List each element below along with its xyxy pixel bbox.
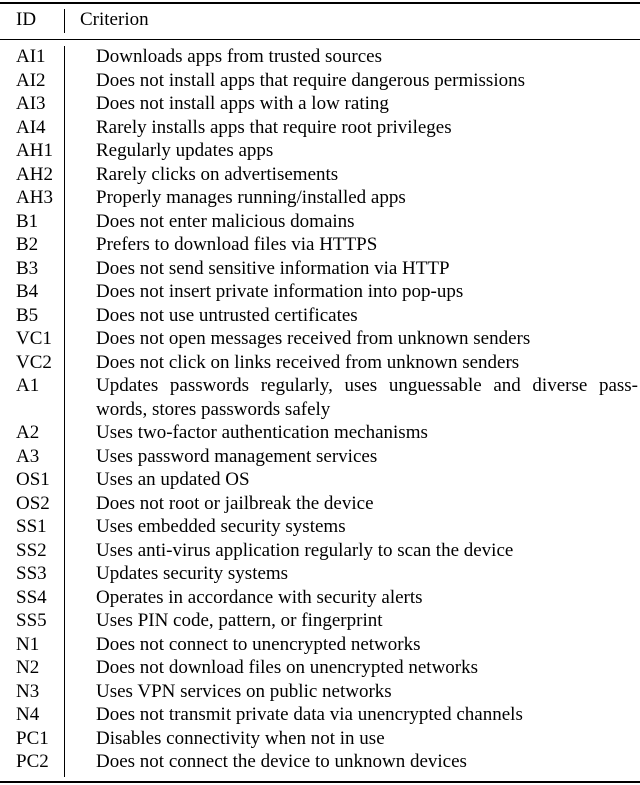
- row-criterion: Does not click on links received from unknown senders: [96, 351, 520, 373]
- row-id: A1: [16, 375, 40, 396]
- top-rule: [0, 2, 640, 4]
- row-id: B5: [16, 304, 39, 326]
- row-id: VC1: [16, 328, 52, 349]
- row-id: N1: [16, 633, 40, 655]
- table-row: [0, 562, 640, 586]
- row-criterion: Updates security systems: [96, 563, 289, 584]
- table-row: [0, 116, 640, 140]
- row-criterion: Does not transmit private data via unencrypted channels: [96, 704, 523, 725]
- row-criterion: Properly manages running/installed apps: [96, 187, 406, 208]
- table-row: [0, 680, 640, 704]
- row-id: B1: [16, 210, 39, 232]
- row-criterion: Uses embedded security systems: [96, 516, 346, 537]
- row-criterion: Regularly updates apps: [96, 140, 274, 161]
- row-id: A3: [16, 445, 40, 467]
- row-criterion: Updates passwords regularly, uses unguessable and diverse pass-words, stores passwords safely: [96, 375, 638, 420]
- table-row: [0, 445, 640, 469]
- header-column-divider: [64, 9, 65, 33]
- table-row: [0, 186, 640, 210]
- table-row: [0, 515, 640, 539]
- row-id: OS1: [16, 469, 50, 490]
- row-id: AI3: [16, 93, 46, 114]
- row-id: AI4: [16, 116, 46, 138]
- row-criterion: Rarely clicks on advertisements: [96, 163, 339, 185]
- table-row: [0, 45, 640, 69]
- table-row: [0, 727, 640, 751]
- row-criterion: Uses password management services: [96, 445, 378, 467]
- row-criterion: Downloads apps from trusted sources: [96, 46, 383, 67]
- table-row: [0, 374, 640, 421]
- table-row: [0, 633, 640, 657]
- row-id: SS2: [16, 539, 47, 561]
- row-criterion: Does not download files on unencrypted networks: [96, 657, 479, 678]
- row-id: OS2: [16, 492, 50, 514]
- table-row: [0, 351, 640, 375]
- row-id: PC1: [16, 727, 49, 749]
- row-criterion: Does not install apps that require dangerous permissions: [96, 69, 526, 91]
- table-row: [0, 139, 640, 163]
- row-criterion: Does not send sensitive information via HTTP: [96, 257, 450, 279]
- row-criterion: Disables connectivity when not in use: [96, 727, 385, 749]
- header-rule: [0, 39, 640, 40]
- row-criterion: Operates in accordance with security alerts: [96, 586, 423, 608]
- row-criterion: Does not open messages received from unknown senders: [96, 328, 531, 349]
- row-id: AH1: [16, 140, 53, 161]
- table-row: [0, 233, 640, 257]
- table-row: [0, 92, 640, 116]
- row-criterion: Rarely installs apps that require root privileges: [96, 116, 452, 138]
- row-id: SS5: [16, 610, 47, 631]
- row-id: AH2: [16, 163, 53, 185]
- header-id: ID: [16, 9, 37, 30]
- table-row: [0, 257, 640, 281]
- row-criterion: Does not enter malicious domains: [96, 210, 355, 232]
- row-criterion: Prefers to download files via HTTPS: [96, 234, 378, 255]
- row-id: SS4: [16, 586, 47, 608]
- row-criterion: Does not root or jailbreak the device: [96, 492, 374, 514]
- table-row: [0, 492, 640, 516]
- row-id: SS3: [16, 563, 47, 584]
- table-row: [0, 163, 640, 187]
- row-id: N2: [16, 657, 40, 678]
- row-criterion: Uses an updated OS: [96, 469, 250, 490]
- row-id: VC2: [16, 351, 52, 373]
- row-id: B4: [16, 281, 39, 302]
- row-id: N4: [16, 704, 40, 725]
- row-id: SS1: [16, 516, 47, 537]
- criteria-table-body: [0, 45, 640, 774]
- row-criterion: Does not use untrusted certificates: [96, 304, 358, 326]
- row-id: N3: [16, 680, 40, 702]
- table-row: [0, 656, 640, 680]
- table-row: [0, 304, 640, 328]
- table-row: [0, 468, 640, 492]
- table-row: [0, 539, 640, 563]
- row-id: AH3: [16, 187, 53, 208]
- row-criterion: Does not connect to unencrypted networks: [96, 633, 421, 655]
- row-criterion: Uses PIN code, pattern, or fingerprint: [96, 610, 383, 631]
- row-id: B3: [16, 257, 39, 279]
- row-criterion: Uses VPN services on public networks: [96, 680, 392, 702]
- table-row: [0, 280, 640, 304]
- row-id: A2: [16, 422, 40, 443]
- header-criterion: Criterion: [80, 9, 149, 30]
- row-criterion: Does not connect the device to unknown devices: [96, 751, 467, 772]
- table-row: [0, 210, 640, 234]
- row-id: AI1: [16, 46, 46, 67]
- table-row: [0, 609, 640, 633]
- row-id: AI2: [16, 69, 46, 91]
- row-criterion: Uses anti-virus application regularly to scan the device: [96, 539, 514, 561]
- table-row: [0, 69, 640, 93]
- row-criterion: Uses two-factor authentication mechanisms: [96, 422, 428, 443]
- table-row: [0, 586, 640, 610]
- table-row: [0, 703, 640, 727]
- table-row: [0, 327, 640, 351]
- table-row: [0, 421, 640, 445]
- row-id: PC2: [16, 751, 49, 772]
- row-id: B2: [16, 234, 39, 255]
- table-row: [0, 750, 640, 774]
- row-criterion: Does not insert private information into pop-ups: [96, 281, 464, 302]
- row-criterion: Does not install apps with a low rating: [96, 93, 389, 114]
- bottom-rule: [0, 781, 640, 783]
